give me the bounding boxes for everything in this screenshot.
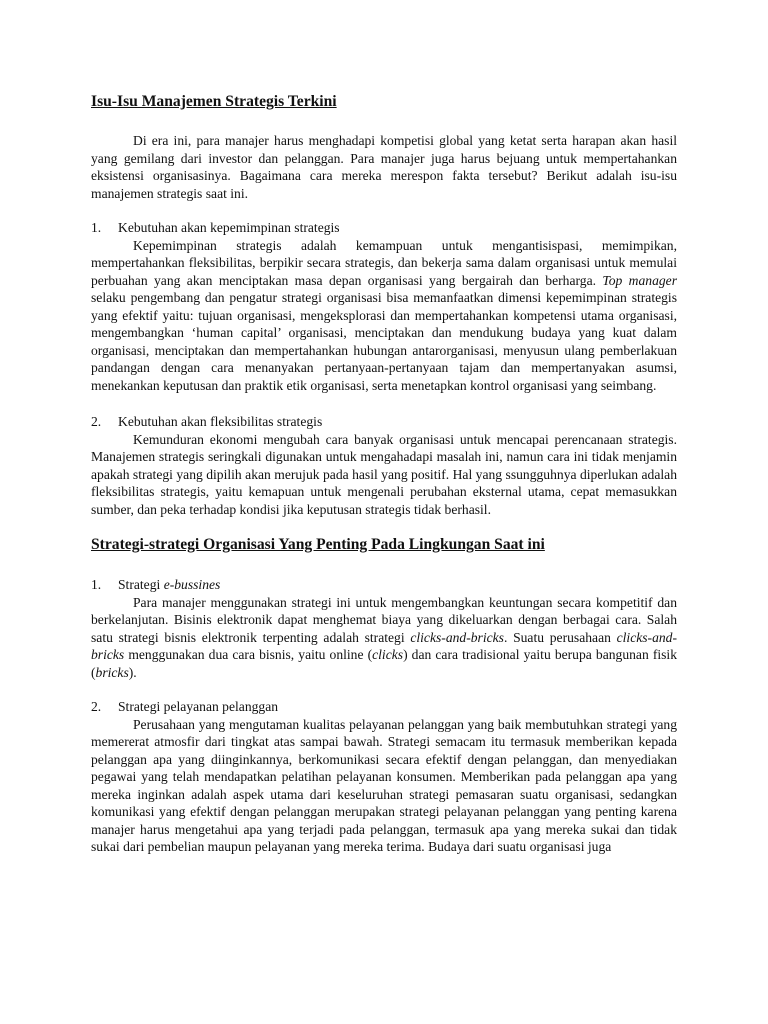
paragraph-text: ).	[128, 664, 137, 680]
ebusiness-paragraph	[91, 594, 677, 682]
list-item-heading: Kebutuhan akan fleksibilitas strategis	[118, 414, 323, 429]
list-item-title	[91, 576, 677, 594]
list-number: 2.	[91, 414, 102, 429]
list-item-heading	[118, 576, 220, 594]
italic-term: clicks	[372, 647, 404, 662]
paragraph-text: ) dan cara tradisional yaitu berupa bangunan fisik (	[91, 647, 677, 680]
paragraph-text: menggunakan dua cara bisnis, yaitu online (	[124, 647, 373, 662]
list-number: 1.	[91, 577, 102, 592]
paragraph-text: selaku pengembang dan pengatur strategi organisasi bisa memanfaatkan dimensi kepemimpinan strategis yang efektif yaitu: tujuan organisasi, mengeksplorasi dan mempertahankan kompetensi utama organisasi, mengembangkan ‘human capital’ organisasi, menciptakan dan mendukung budaya yang kuat dalam organisasi, menciptakan dan mempertahankan hubungan antarorganisasi, menyusun ulang pemberlakuan pandangan dengan cara menanyakan pertanyaan-pertanyaan tajam dan mempertanyakan asumsi, menekankan keputusan dan praktik etik organisasi, serta menetapkan kontrol organisasi yang seimbang.	[91, 290, 677, 393]
heading-text: Strategi	[118, 577, 164, 592]
list-item-title	[91, 698, 677, 716]
italic-term: clicks-and-bricks	[91, 629, 677, 662]
list-item-heading: Kebutuhan akan kepemimpinan strategis	[118, 220, 340, 235]
italic-term: bricks	[95, 664, 129, 680]
paragraph-text: Kepemimpinan strategis adalah kemampuan untuk mengantisispasi, memimpikan, mempertahankan fleksibilitas, berpikir secara strategis, dan bekerja sama dalam organisasi untuk memulai perbuahan yang akan menciptakan masa depan organisasi yang bergairah dan berharga.	[91, 237, 677, 288]
intro-paragraph: Di era ini, para manajer harus menghadapi kompetisi global yang ketat serta harapan akan hasil yang gemilang dari investor dan pelanggan. Para manajer juga harus bejuang untuk mempertahankan eksistensi organisasinya. Bagaimana cara mereka merespon fakta tersebut? Berikut adalah isu-isu manajemen strategis saat ini.	[91, 133, 677, 201]
paragraph-text: Para manajer menggunakan strategi ini untuk mengembangkan keuntungan secara kompetitif dan berkelanjutan. Bisinis elektronik dapat menghemat biaya yang dikeluarkan dengan berbagai cara. Salah satu strategi bisnis elektronik terpenting adalah strategi	[91, 594, 677, 645]
section-title-strategi: Strategi-strategi Organisasi Yang Penting Pada Lingkungan Saat ini	[91, 536, 545, 553]
customer-service-paragraph: Perusahaan yang mengutaman kualitas pelayanan pelanggan yang baik membutuhkan strategi yang memererat atmosfir dari tingkat atas sampai bawah. Strategi semacam itu termasuk memberikan kepada pelanggan apa yang diinginkannya, berkomunikasi secara efektif dengan pelanggan, dan menyediakan pegawai yang telah mendapatkan pelatihan pelayanan konsumen. Memberikan pada pelanggan apa yang mereka inginkan adalah aspek utama dari keseluruhan strategi pemasaran suatu organisasi, sedangkan komunikasi yang efektif dengan pelanggan merupakan strategi pelayanan pelanggan yang penting karena manajer harus mengetahui apa yang terjadi pada pelanggan, termasuk apa yang mereka sukai dan tidak sukai dari pembelian maupun pelayanan yang mereka terima. Budaya dari suatu organisasi juga	[91, 716, 677, 854]
list-number: 1.	[91, 220, 102, 235]
document-body	[91, 92, 677, 856]
flexibility-paragraph: Kemunduran ekonomi mengubah cara banyak organisasi untuk mencapai perencanaan strategis. Manajemen strategis seringkali digunakan untuk mengahadapi masalah ini, namun cara ini tidak menjamin apakah strategi yang dipilih akan merujuk pada hasil yang positif. Hal yang ssungguhnya diperlukan adalah fleksibilitas strategis, yaitu kemapuan untuk mengenali perubahan eksternal utama, cepat memasukkan sumber, dan peka terhadap kondisi jika keputusan strategis tidak berhasil.	[91, 431, 677, 517]
leadership-paragraph	[91, 237, 677, 395]
italic-term: e-bussines	[163, 577, 221, 592]
section-title-isu: Isu-Isu Manajemen Strategis Terkini	[91, 93, 337, 110]
list-item-title	[91, 413, 677, 431]
italic-term: clicks-and-bricks	[410, 629, 504, 645]
list-item-title	[91, 219, 677, 237]
italic-term: Top manager	[602, 272, 678, 288]
paragraph-text: . Suatu perusahaan	[503, 629, 617, 645]
list-item-heading: Strategi pelayanan pelanggan	[118, 699, 279, 714]
list-number: 2.	[91, 699, 102, 714]
